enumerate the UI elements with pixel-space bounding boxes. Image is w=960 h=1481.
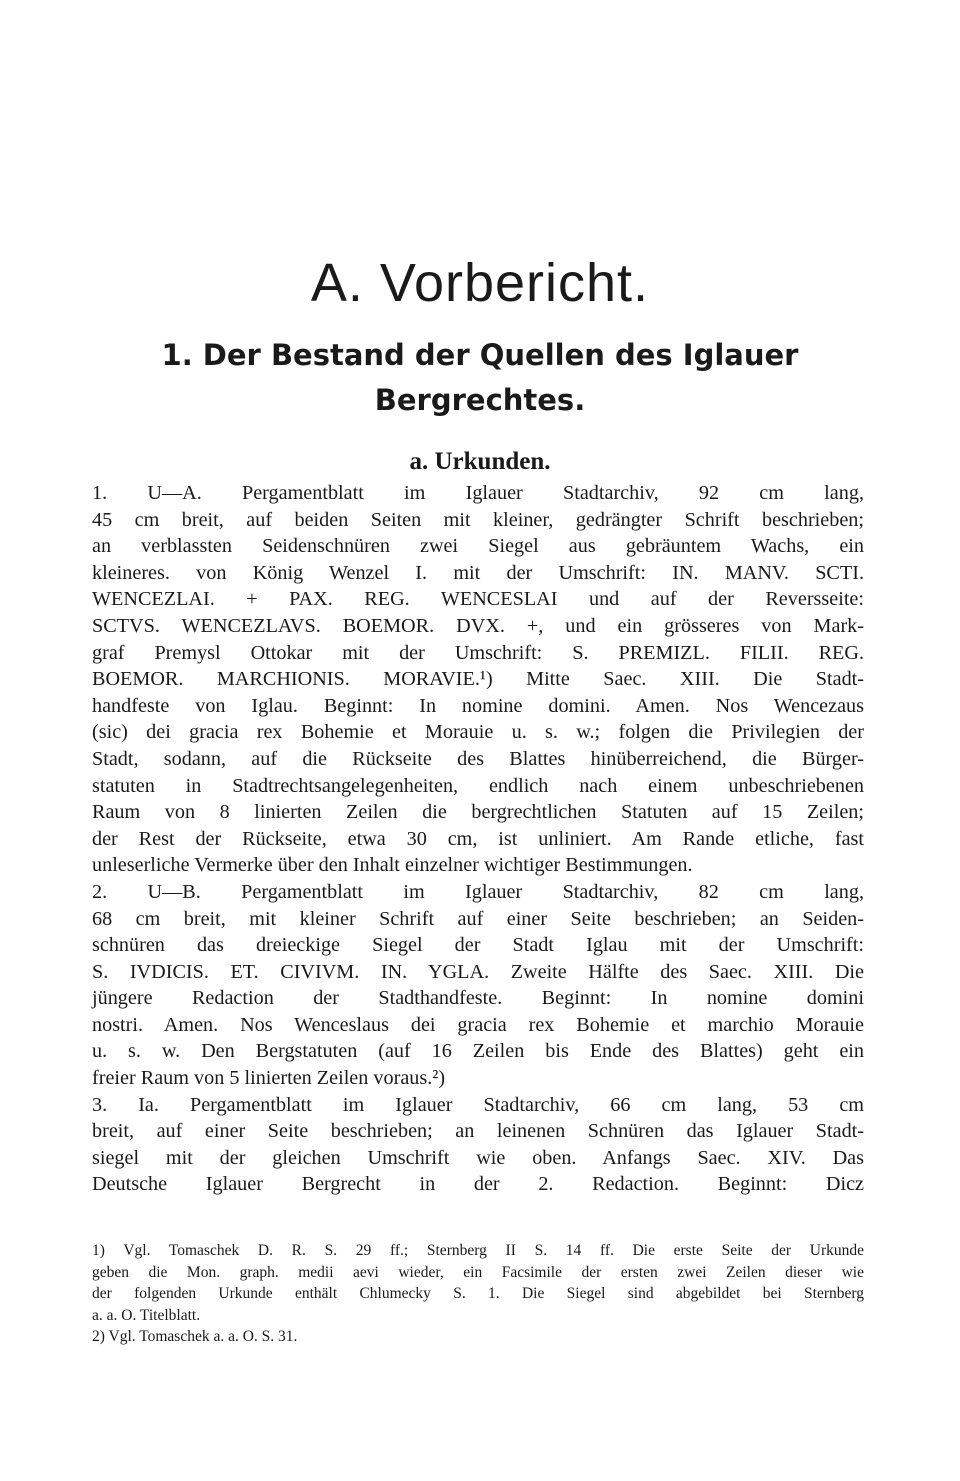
body-line: (sic) dei gracia rex Bohemie et Morauie u. s. w.; folgen die Privilegien der	[92, 721, 864, 744]
body-line: jüngere Redaction der Stadthandfeste. Beginnt: In nomine domini	[92, 987, 864, 1010]
footnote-line: der folgenden Urkunde enthält Chlumecky S. 1. Die Siegel sind abgebildet bei Sternberg	[92, 1285, 864, 1302]
body-line: WENCEZLAI. + PAX. REG. WENCESLAI und auf der Reversseite:	[92, 588, 864, 611]
body-line: 1. U—A. Pergamentblatt im Iglauer Stadtarchiv, 92 cm lang,	[92, 482, 864, 504]
body-line: schnüren das dreieckige Siegel der Stadt Iglau mit der Umschrift:	[92, 934, 864, 957]
footnote-line: 2) Vgl. Tomaschek a. a. O. S. 31.	[92, 1328, 298, 1345]
section-heading-line-2: Bergrechtes.	[374, 383, 586, 417]
body-line: der Rest der Rückseite, etwa 30 cm, ist unliniert. Am Rande etliche, fast	[92, 827, 864, 850]
footnotes	[92, 1240, 864, 1348]
body-line: u. s. w. Den Bergstatuten (auf 16 Zeilen bis Ende des Blattes) geht ein	[92, 1040, 864, 1063]
footnote-line: geben die Mon. graph. medii aevi wieder, ein Facsimile der ersten zwei Zeilen dieser wie	[92, 1263, 864, 1281]
body-line: Deutsche Iglauer Bergrecht in der 2. Redaction. Beginnt: Dicz	[92, 1173, 864, 1196]
footnote-line: a. a. O. Titelblatt.	[92, 1306, 201, 1324]
subsection-heading: a. Urkunden.	[409, 448, 551, 475]
section-heading-line-1: 1. Der Bestand der Quellen des Iglauer	[161, 338, 799, 372]
body-line: freier Raum von 5 linierten Zeilen voraus.²)	[92, 1067, 446, 1090]
body-line: an verblassten Seidenschnüren zwei Siegel aus gebräuntem Wachs, ein	[92, 535, 864, 558]
body-line: 45 cm breit, auf beiden Seiten mit kleiner, gedrängter Schrift beschrieben;	[92, 508, 864, 531]
body-line: nostri. Amen. Nos Wenceslaus dei gracia rex Bohemie et marchio Morauie	[92, 1013, 864, 1036]
body-line: breit, auf einer Seite beschrieben; an leinenen Schnüren das Iglauer Stadt-	[92, 1120, 864, 1143]
body-line: 68 cm breit, mit kleiner Schrift auf einer Seite beschrieben; an Seiden-	[92, 907, 864, 930]
footnote-line: 1) Vgl. Tomaschek D. R. S. 29 ff.; Sternberg II S. 14 ff. Die erste Seite der Urkunde	[92, 1242, 864, 1259]
body-line: statuten in Stadtrechtsangelegenheiten, endlich nach einem unbeschriebenen	[92, 774, 864, 797]
body-line: 2. U—B. Pergamentblatt im Iglauer Stadtarchiv, 82 cm lang,	[92, 880, 864, 903]
body-line: BOEMOR. MARCHIONIS. MORAVIE.¹) Mitte Saec. XIII. Die Stadt-	[92, 668, 864, 691]
body-text	[92, 480, 864, 1198]
body-line: unleserliche Vermerke über den Inhalt einzelner wichtiger Bestimmungen.	[92, 854, 693, 877]
body-line: siegel mit der gleichen Umschrift wie oben. Anfangs Saec. XIV. Das	[92, 1146, 864, 1169]
body-line: handfeste von Iglau. Beginnt: In nomine domini. Amen. Nos Wencezaus	[92, 694, 864, 717]
body-line: 3. Ia. Pergamentblatt im Iglauer Stadtarchiv, 66 cm lang, 53 cm	[92, 1093, 864, 1116]
body-line: graf Premysl Ottokar mit der Umschrift: S. PREMIZL. FILII. REG.	[92, 641, 864, 664]
body-line: Raum von 8 linierten Zeilen die bergrechtlichen Statuten auf 15 Zeilen;	[92, 801, 864, 824]
body-line: S. IVDICIS. ET. CIVIVM. IN. YGLA. Zweite Hälfte des Saec. XIII. Die	[92, 960, 864, 983]
body-line: kleineres. von König Wenzel I. mit der Umschrift: IN. MANV. SCTI.	[92, 561, 864, 584]
body-line: Stadt, sodann, auf die Rückseite des Blattes hinüberreichend, die Bürger-	[92, 747, 864, 770]
body-line: SCTVS. WENCEZLAVS. BOEMOR. DVX. +, und ein grösseres von Mark-	[92, 614, 864, 637]
page-title: A. Vorbericht.	[310, 253, 650, 313]
